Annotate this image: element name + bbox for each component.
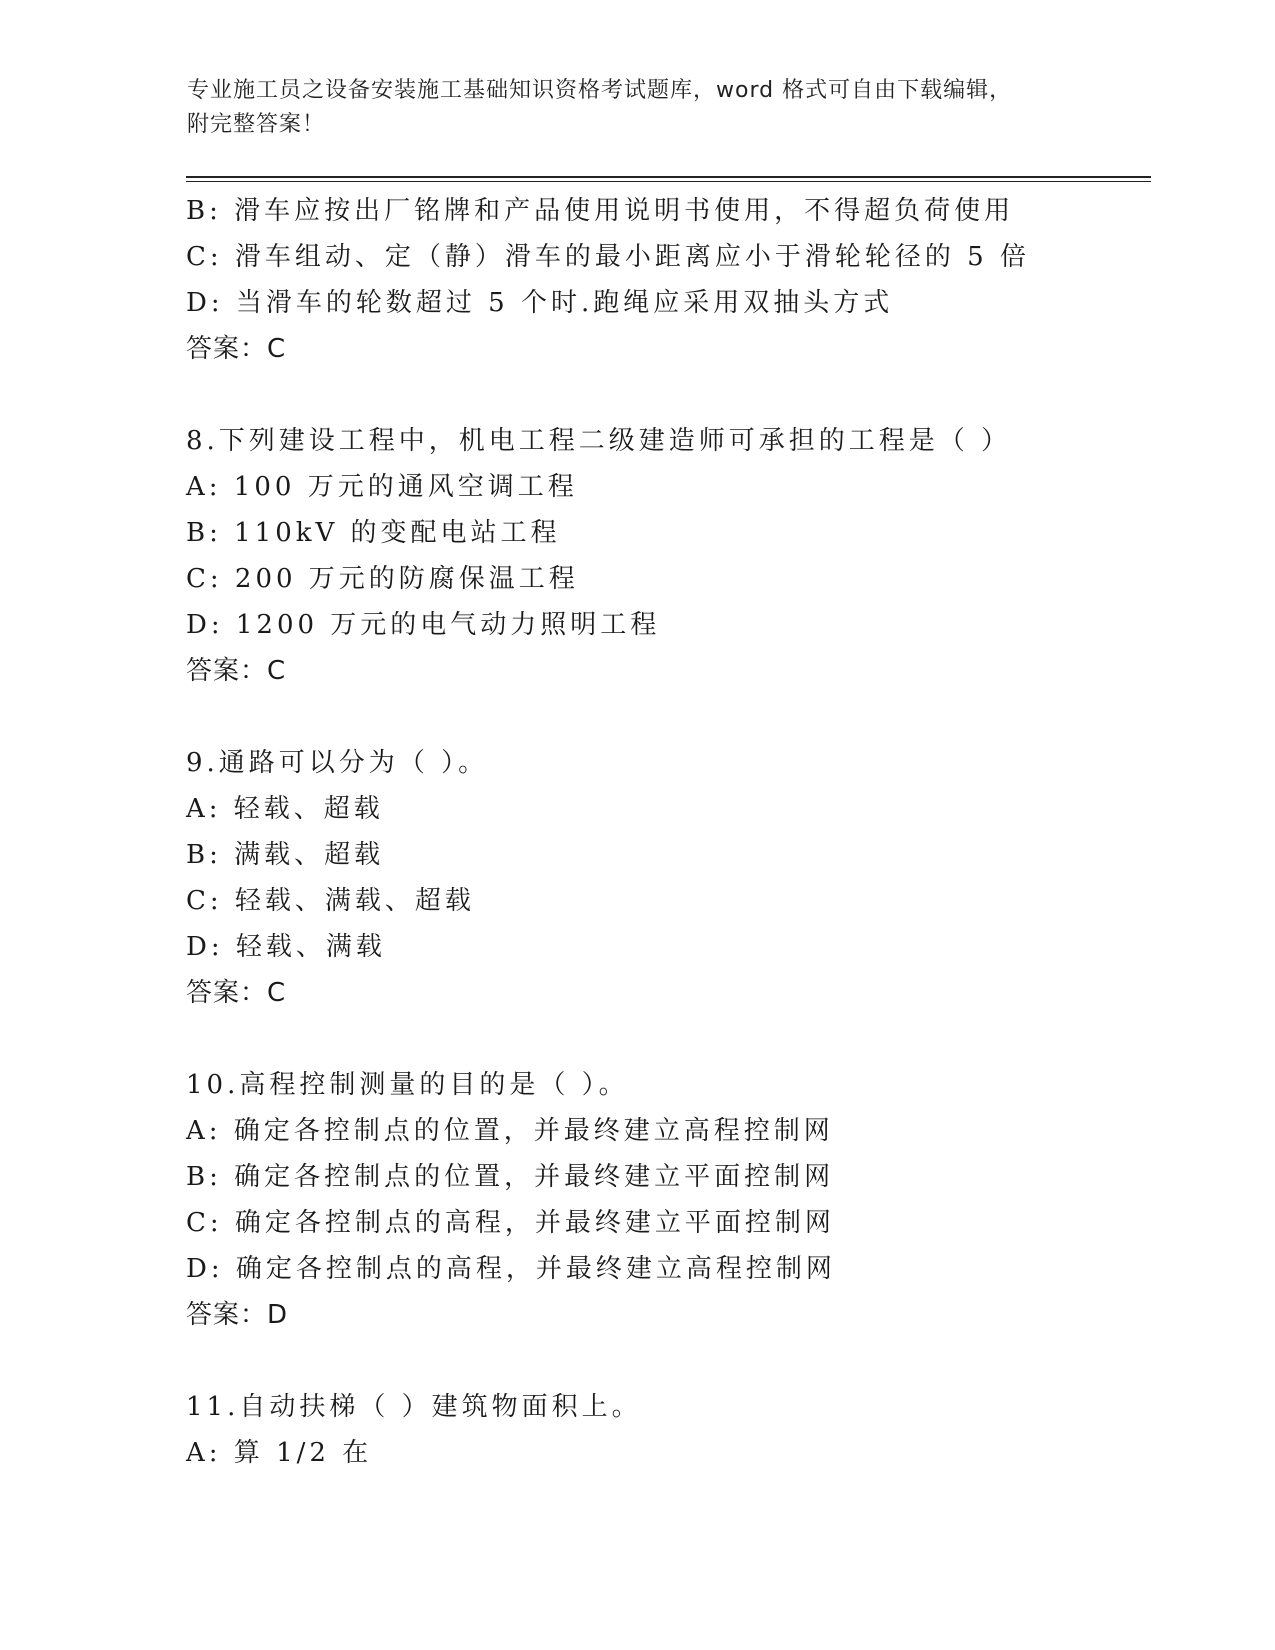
option-line: B: 110kV 的变配电站工程: [186, 518, 561, 548]
option-line: A: 算 1/2 在: [186, 1438, 373, 1468]
option-line: A: 100 万元的通风空调工程: [186, 472, 578, 502]
option-line: A: 轻载、超载: [186, 794, 384, 824]
block-spacer: [186, 1338, 1146, 1384]
option-line: A: 确定各控制点的位置，并最终建立高程控制网: [186, 1116, 834, 1146]
option-line: D: 1200 万元的电气动力照明工程: [186, 610, 661, 640]
block-spacer: [186, 1016, 1146, 1062]
option-line: D: 当滑车的轮数超过 5 个时.跑绳应采用双抽头方式: [186, 288, 894, 318]
question-list: [186, 188, 1146, 1476]
question-stem: 9.通路可以分为（ ）。: [186, 748, 489, 778]
option-line: D: 确定各控制点的高程，并最终建立高程控制网: [186, 1254, 836, 1284]
option-line: C: 200 万元的防腐保温工程: [186, 564, 579, 594]
option-line: C: 轻载、满载、超载: [186, 886, 475, 916]
question-stem: 10.高程控制测量的目的是（ ）。: [186, 1070, 629, 1100]
question-block: [186, 740, 1146, 1016]
question-block: [186, 1384, 1146, 1476]
question-block: [186, 188, 1146, 372]
answer-line: 答案：C: [186, 334, 287, 364]
option-line: C: 滑车组动、定（静）滑车的最小距离应小于滑轮轮径的 5 倍: [186, 242, 1030, 272]
header-line-1: 专业施工员之设备安装施工基础知识资格考试题库，word 格式可自由下载编辑，: [187, 78, 1013, 103]
header-line-2: 附完整答案！: [187, 112, 326, 137]
option-line: B: 滑车应按出厂铭牌和产品使用说明书使用，不得超负荷使用: [186, 196, 1015, 226]
option-line: B: 确定各控制点的位置，并最终建立平面控制网: [186, 1162, 835, 1192]
question-block: [186, 1062, 1146, 1338]
block-spacer: [186, 694, 1146, 740]
page-header: [187, 74, 1087, 142]
option-line: C: 确定各控制点的高程，并最终建立平面控制网: [186, 1208, 835, 1238]
block-spacer: [186, 372, 1146, 418]
question-stem: 8.下列建设工程中，机电工程二级建造师可承担的工程是（ ）: [186, 426, 1012, 456]
answer-line: 答案：C: [186, 656, 287, 686]
answer-line: 答案：D: [186, 1300, 289, 1330]
answer-line: 答案：C: [186, 978, 287, 1008]
option-line: B: 满载、超载: [186, 840, 385, 870]
header-rule-thick: [186, 176, 1151, 178]
option-line: D: 轻载、满载: [186, 932, 386, 962]
question-stem: 11.自动扶梯（ ）建筑物面积上。: [186, 1392, 642, 1422]
question-block: [186, 418, 1146, 694]
header-rule-thin: [186, 181, 1151, 182]
